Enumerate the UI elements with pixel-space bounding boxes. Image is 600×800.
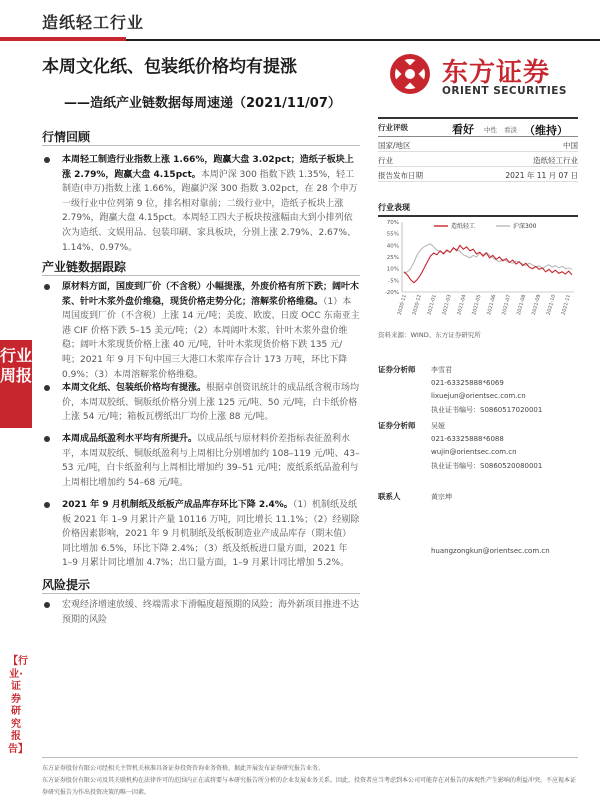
info-key: 行业 — [378, 156, 393, 165]
info-value: 中国 — [563, 141, 578, 150]
analyst-phone: 021-63325888*6088 — [431, 435, 504, 444]
y-tick-label: 10% — [386, 266, 399, 273]
analyst-cert: 执业证书编号：S0860520080001 — [431, 461, 543, 470]
x-tick-label: 2021-09 — [530, 293, 543, 316]
rating-label: 行业评级 — [378, 123, 408, 132]
header-rule-accent — [0, 37, 126, 41]
analyst-details — [431, 364, 542, 417]
y-tick-label: -5% — [388, 278, 399, 285]
series-line-industry — [404, 245, 572, 282]
rating-maintain: （维持） — [524, 124, 568, 137]
logo-english-name: ORIENT SECURITIES — [442, 85, 567, 97]
y-tick-label: 55% — [386, 231, 399, 238]
y-tick-label: 40% — [386, 243, 399, 250]
company-logo — [388, 52, 567, 102]
info-key: 报告发布日期 — [378, 171, 423, 180]
rating-row — [378, 117, 578, 137]
section-market-review: 行情回顾 — [42, 130, 91, 144]
x-tick-label: 2021-07 — [501, 293, 513, 316]
contact-details — [431, 491, 452, 504]
rating-level: 中性 — [484, 126, 497, 134]
x-tick-label: 2021-01 — [426, 293, 438, 316]
footer-rule — [42, 757, 578, 758]
profitability-body: 以成品纸与原材料价差指标表征盈利水平，本周双胶纸、铜版纸盈利与上周相比分别增加约 108–119 元/吨、43–53 元/吨，白卡纸盈利与上周相比增加约 39–51 元/吨；废纸系纸品盈利与上周相比增加约 54–68 元/吨。 — [62, 434, 360, 488]
disclaimer — [42, 763, 578, 799]
rating-table — [378, 117, 578, 182]
paper-price-body: 根据卓创资讯统计的成品纸含税市场均价，本周双胶纸、铜版纸价格分别上涨 125 元/吨、50 元/吨，白卡纸价格上涨 54 元/吨；箱板瓦楞纸出厂均价上涨 88 元/吨。 — [62, 383, 360, 423]
analyst-role: 证券分析师 — [378, 365, 416, 374]
performance-title: 行业表现 — [378, 203, 410, 212]
x-tick-label: 2021-04 — [456, 293, 468, 316]
market-review-body: 本周沪深 300 指数下跌 1.35%，轻工制造(申万)指数上涨 1.66%，跑赢沪深 300 指数 3.02pct，在 28 个申万一级行业中位列第 9 位，排名相对靠前；二级行业中，造纸子板块上涨 2.79%，跑赢大盘 4.15pct。本周轻工四大子板块按涨幅由大到小排列依次为造纸、文娱用品、包装印刷、家具板块，分别上涨 2.79%、2.67%、1.14%、0.97%。 — [62, 169, 358, 253]
disclaimer-line: 东方证券股份有限公司经相关主管机关核准具备证券投资咨询业务资格，据此开展发布证券研究报告业务。 — [42, 765, 325, 772]
x-tick-label: 2021-08 — [515, 293, 528, 316]
analyst-details — [431, 420, 542, 473]
y-tick-label: 25% — [386, 255, 399, 261]
x-tick-label: 2021-05 — [471, 293, 483, 316]
x-tick-label: 2021-10 — [545, 293, 558, 316]
bullet-icon — [44, 284, 50, 290]
info-row — [378, 152, 578, 167]
analyst-name: 吴娅 — [431, 422, 445, 430]
info-row — [378, 137, 578, 152]
raw-material-paragraph — [62, 280, 360, 382]
legend-label: 造纸轻工 — [451, 223, 476, 230]
x-tick-label: 2020-11 — [396, 293, 408, 316]
bullet-icon — [44, 157, 50, 163]
report-type-label: 行业周报 — [0, 346, 33, 385]
x-tick-label: 2021-06 — [486, 293, 498, 316]
report-series-label: 【行业·证券研究报告】 — [8, 656, 28, 755]
bullet-icon — [44, 502, 50, 508]
info-key: 国家/地区 — [378, 141, 411, 150]
paper-price-paragraph — [62, 381, 360, 425]
info-value: 造纸轻工行业 — [533, 156, 578, 165]
section-divider — [42, 593, 360, 594]
rating-value: 看好 — [452, 123, 474, 136]
x-tick-label: 2021-03 — [441, 293, 453, 316]
analyst-role: 证券分析师 — [378, 421, 416, 430]
rating-trend: 看淡 — [504, 126, 517, 134]
bullet-icon — [44, 385, 50, 391]
inventory-body: （1）机制纸及纸板 2021 年 1–9 月累计产量 10116 万吨，同比增长 11.1%；（2）经剔除价格因素影响，2021 年 9 月机制纸及纸板制造业产成品库存（期末值）同比增加 6.5%，环比下降 2.4%；（3）纸及纸板进口量方面，2021 年 1–9 月累计同比增加 4.7%；出口量方面，1–9 月累计同比增加 5.2%。 — [62, 500, 360, 569]
contact-role: 联系人 — [378, 492, 401, 501]
x-tick-label: 2021-11 — [560, 293, 572, 316]
chart-source: 资料来源：WIND、东方证券研究所 — [378, 331, 481, 339]
section-divider — [42, 275, 360, 276]
analyst-name: 李雪君 — [431, 366, 452, 374]
report-subtitle: ——造纸产业链数据每周速递（2021/11/07） — [64, 96, 341, 111]
section-chain-tracking: 产业链数据跟踪 — [42, 260, 127, 274]
industry-header: 造纸轻工行业 — [42, 13, 145, 32]
paper-price-highlight: 本周文化纸、包装纸价格均有提涨。 — [62, 383, 207, 393]
logo-chinese-name: 东方证券 — [442, 58, 551, 88]
x-tick-label: 2020-12 — [411, 293, 423, 316]
profitability-paragraph — [62, 432, 360, 490]
contact-name: 黄宗坤 — [431, 493, 452, 501]
info-row — [378, 167, 578, 182]
raw-material-body: （1）本周国废到厂价（不含税）上涨 14 元/吨；美废、欧废、日废 OCC 东南亚主港 CIF 价格下跌 5–15 美元/吨；（2）本周阔叶木浆、针叶木浆外盘价维稳；阔叶木浆现货价格上涨 40 元/吨，针叶木浆现货价格下跌 135 元/吨；2021 年 9 月下旬中国三大港口木浆库存合计 173 万吨，环比下降 0.9%；（3）本周溶解浆价格维稳。 — [62, 296, 360, 380]
market-review-paragraph — [62, 153, 360, 255]
section-divider — [42, 145, 360, 146]
inventory-paragraph — [62, 498, 360, 571]
section-risk: 风险提示 — [42, 578, 91, 592]
performance-chart — [378, 218, 578, 322]
performance-rule — [378, 215, 578, 217]
risk-paragraph: 宏观经济增速放缓、终端需求下滑幅度超预期的风险；海外新项目推进不达预期的风险 — [62, 600, 360, 625]
raw-material-highlight: 原材料方面，国废到厂价（不含税）小幅提涨，外废价格有所下跌；阔叶木浆、针叶木浆外盘价维稳，现货价格走势分化；溶解浆价格维稳。 — [62, 282, 360, 307]
contact-email[interactable]: huangzongkun@orientsec.com.cn — [431, 547, 550, 555]
logo-mark-icon — [388, 52, 432, 96]
report-title: 本周文化纸、包装纸价格均有提涨 — [42, 57, 297, 77]
info-value: 2021 年 11 月 07 日 — [505, 171, 578, 180]
bullet-icon — [44, 436, 50, 442]
market-review-highlight: 本周轻工制造行业指数上涨 1.66%，跑赢大盘 3.02pct；造纸子板块上涨 2.79%，跑赢大盘 4.15pct。 — [62, 155, 354, 180]
bullet-icon — [44, 602, 50, 608]
legend-label: 沪深300 — [513, 223, 537, 230]
inventory-highlight: 2021 年 9 月机制纸及纸板产成品库存环比下降 2.4%。 — [62, 500, 293, 510]
analyst-email[interactable]: wujin@orientsec.com.cn — [431, 448, 517, 457]
profitability-highlight: 本周成品纸盈利水平均有所提升。 — [62, 434, 198, 444]
disclaimer-line: 东方证券股份有限公司及其关联机构在法律许可的范围内正在或将要与本研究报告所分析的企业发展业务关系。因此，投资者应当考虑到本公司可能存在对报告的客观性产生影响的利益冲突，不应视本证券研究报告为作出投资决策的唯一因素。 — [42, 777, 577, 796]
y-tick-label: 70% — [386, 220, 399, 226]
analyst-phone: 021-63325888*6069 — [431, 379, 504, 388]
analyst-email[interactable]: lixuejun@orientsec.com.cn — [431, 392, 526, 401]
y-tick-label: -20% — [384, 290, 399, 296]
analyst-cert: 执业证书编号：S0860517020001 — [431, 405, 543, 414]
